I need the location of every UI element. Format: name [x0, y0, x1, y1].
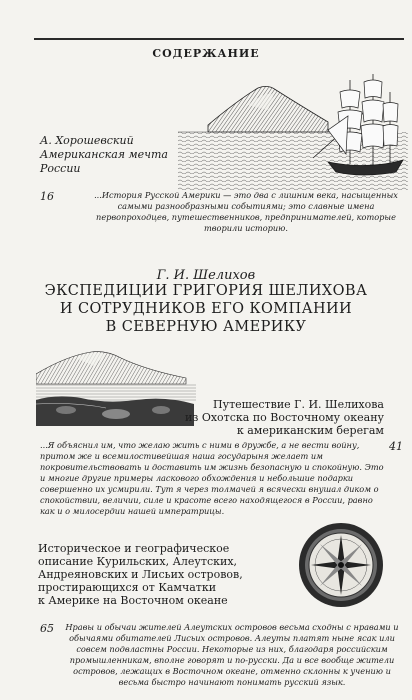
section-author: Г. И. Шелихов [156, 268, 256, 283]
entry1-quote: ...История Русской Америки — это два с лишним века, насыщенных самыми разнообразными событиями; это славные имена первопроходцев, путешественников, предпринимателей, которые творили историю. [94, 190, 398, 233]
entry1-title-line2: России [40, 162, 81, 175]
entry3-heading [38, 542, 243, 607]
entry3-line2: описание Курильских, Алеутских, [38, 555, 238, 568]
entry1-heading [40, 134, 168, 176]
section-title [0, 282, 412, 336]
toc-heading: СОДЕРЖАНИЕ [152, 47, 260, 60]
entry1-page-number: 16 [40, 190, 54, 203]
entry1-title-line1: Американская мечта [40, 148, 168, 161]
section-title-line2: И СОТРУДНИКОВ ЕГО КОМПАНИИ [59, 301, 353, 317]
entry2-line3: к американским берегам [236, 424, 384, 437]
coast-landscape-engraving [36, 344, 196, 426]
entry3-quote: Нравы и обычаи жителей Алеутских островов весьма сходны с нравами и обычаями обитателей Лисьих островов. Алеуты платят ныне ясак или совсем подвластны России. Некоторые из них, благодаря российским промышленникам, вполне говорят и по-русски. Да и все вообще жители островов, лежащих в Восточном океане, отменно склонны к учению и весьма быстро начинают понимать русский язык. [65, 622, 399, 687]
entry2-heading [185, 398, 384, 437]
entry2-quote: ...Я объяснил им, что желаю жить с ними в дружбе, а не вести войну, притом же и всемилостивейшая наша государыня желает им покровительствовать и доставить им жизнь безопасную и спокойную. Это и многие другие примеры ласкового обхождения и небольшие подарки совершенно их усмирили. Тут я через толмачей я всячески внушал диком о спокойствии, величии, силе и красоте всего находящегося в России, равно как и о милосердии нашей императрицы. [40, 440, 384, 516]
entry3-line5: к Америке на Восточном океане [38, 594, 228, 607]
top-rule [34, 38, 404, 40]
entry3-line3: Андреяновских и Лисьих островов, [38, 568, 243, 581]
section-title-line1: ЭКСПЕДИЦИИ ГРИГОРИЯ ШЕЛИХОВА [44, 283, 368, 299]
entry2-page-number: 41 [389, 440, 403, 453]
entry3-line1: Историческое и географическое [38, 542, 230, 555]
section-title-line3: В СЕВЕРНУЮ АМЕРИКУ [105, 319, 307, 335]
entry3-page-number: 65 [40, 622, 54, 635]
mountain-ship-engraving [178, 70, 408, 190]
entry2-line2: из Охотска по Восточному океану [185, 411, 384, 424]
entry2-line1: Путешествие Г. И. Шелихова [213, 398, 384, 411]
entry1-author: А. Хорошевский [40, 134, 134, 147]
compass-engraving [296, 520, 386, 610]
entry3-line4: простирающихся от Камчатки [38, 581, 217, 594]
